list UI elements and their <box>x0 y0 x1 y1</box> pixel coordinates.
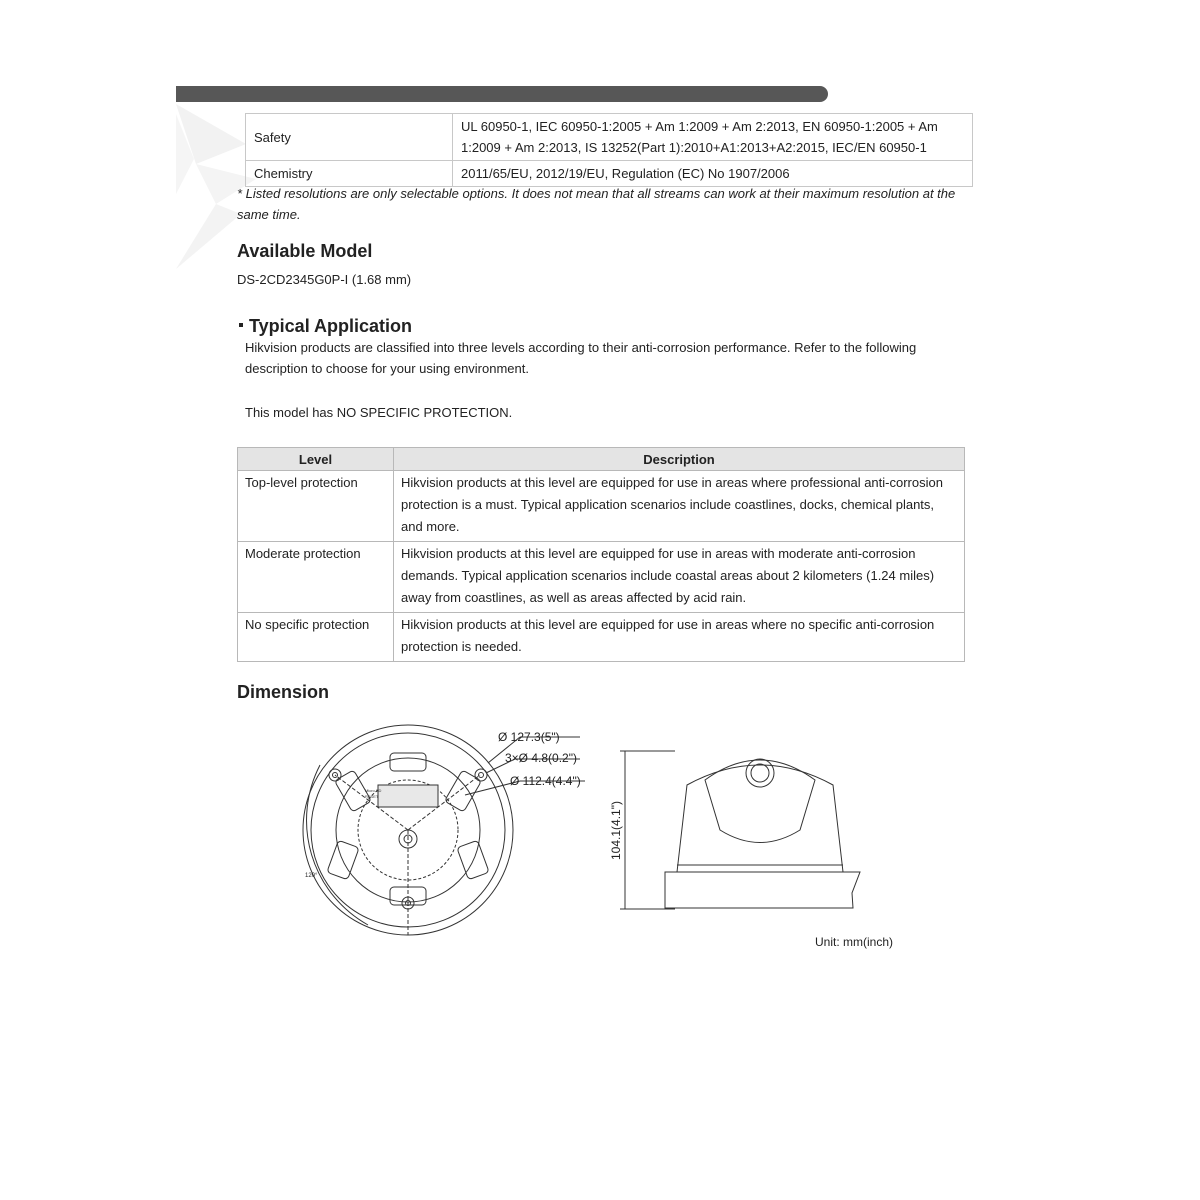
protection-table <box>237 447 965 662</box>
spec-value: UL 60950-1, IEC 60950-1:2005 + Am 1:2009 + Am 2:2013, EN 60950-1:2005 + Am 1:2009 + Am 2:2013, IS 13252(Part 1):2010+A1:2013+A2:2015, IEC/EN 60950-1 <box>453 114 973 161</box>
inner-diameter-label: Ø 112.4(4.4") <box>510 774 581 788</box>
level-cell: Top-level protection <box>238 471 394 542</box>
description-cell: Hikvision products at this level are equipped for use in areas where professional anti-corrosion protection is a must. Typical application scenarios include coastlines, docks, chemical plants, and more. <box>394 471 965 542</box>
dimension-heading: Dimension <box>237 682 330 702</box>
spec-key: Chemistry <box>246 161 453 187</box>
spec-value: 2011/65/EU, 2012/19/EU, Regulation (EC) No 1907/2006 <box>453 161 973 187</box>
resolution-note: * Listed resolutions are only selectable options. It does not mean that all streams can work at their maximum resolution at the same time. <box>237 186 956 222</box>
level-cell: Moderate protection <box>238 542 394 613</box>
description-cell: Hikvision products at this level are equipped for use in areas with moderate anti-corrosion demands. Typical application scenarios include coastal areas about 2 kilometers (1.24 miles) away from coastlines, as well as areas affected by acid rain. <box>394 542 965 613</box>
angle-label: 120° <box>305 873 318 879</box>
typical-application-intro: Hikvision products are classified into three levels according to their anti-corrosion performance. Refer to the following description to choose for your using environment. <box>245 340 917 376</box>
side-view-drawing <box>620 751 860 909</box>
protection-statement: This model has NO SPECIFIC PROTECTION. <box>245 405 513 420</box>
dimension-drawing <box>290 715 910 940</box>
table-header-row <box>238 448 965 471</box>
reset-label: RESET <box>365 794 379 799</box>
table-row <box>238 471 965 542</box>
microsd-label: Micro SD <box>365 788 382 793</box>
header-description: Description <box>394 448 965 471</box>
hole-spec-label: 3×Ø 4.8(0.2") <box>505 751 577 765</box>
bullet-icon <box>239 323 243 327</box>
unit-label: Unit: mm(inch) <box>815 935 894 949</box>
outer-diameter-label: Ø 127.3(5") <box>498 730 560 744</box>
spec-table <box>245 113 973 187</box>
typical-application-title: Typical Application <box>249 316 413 336</box>
table-row <box>238 542 965 613</box>
height-label: 104.1(4.1") <box>609 801 623 860</box>
header-level: Level <box>238 448 394 471</box>
spec-key: Safety <box>246 114 453 161</box>
model-name: DS-2CD2345G0P-I (1.68 mm) <box>237 272 412 287</box>
level-cell: No specific protection <box>238 613 394 662</box>
spec-row-safety <box>246 114 973 161</box>
typical-application-heading <box>237 316 412 337</box>
table-row <box>238 613 965 662</box>
description-cell: Hikvision products at this level are equipped for use in areas where no specific anti-corrosion protection is needed. <box>394 613 965 662</box>
available-model-heading: Available Model <box>237 241 373 261</box>
header-bar <box>176 86 828 102</box>
